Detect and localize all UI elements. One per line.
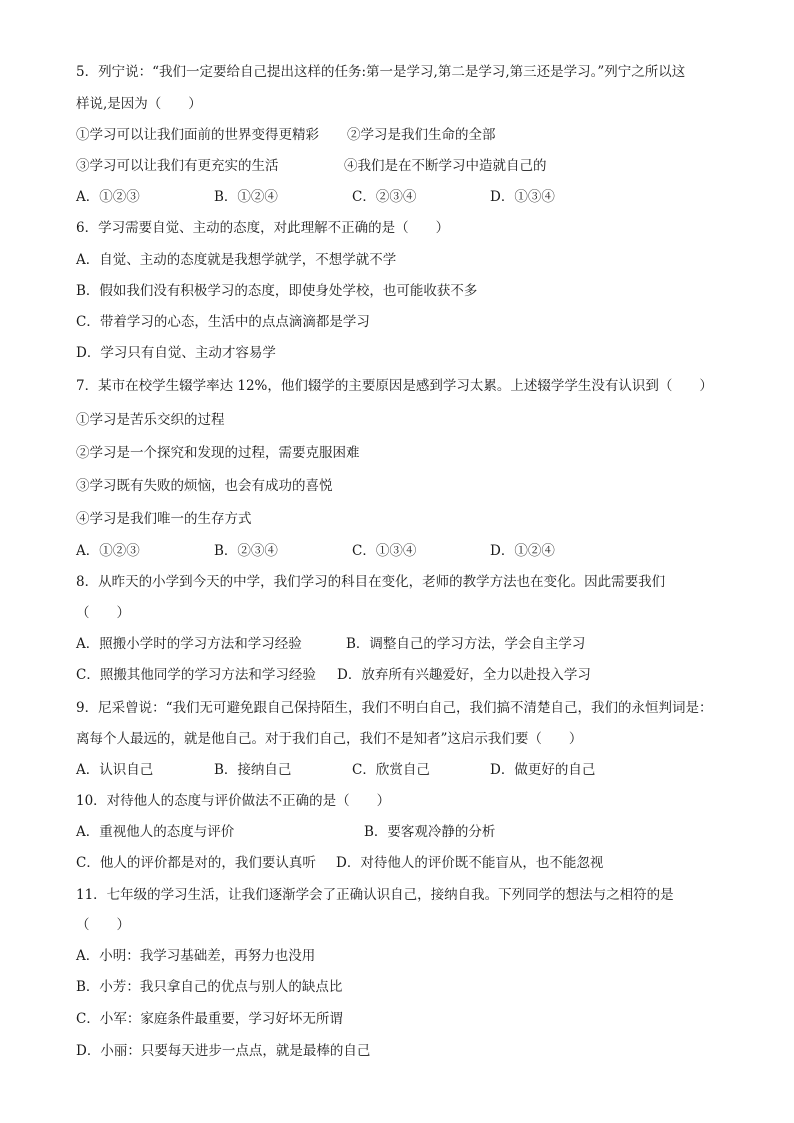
q9-option-a: A．认识自己 <box>76 762 154 778</box>
q6-option-a: A．自觉、主动的态度就是我想学就学，不想学就不学 <box>76 252 397 268</box>
q5-statement-3: ③学习可以让我们有更充实的生活 <box>76 158 279 174</box>
q9-stem-line2: 离每个人最远的，就是他自己。对于我们自己，我们不是知者”这启示我们要（ ） <box>76 731 583 747</box>
q8-stem-line2: （ ） <box>76 605 130 621</box>
q7-statement-4: ④学习是我们唯一的生存方式 <box>76 511 252 527</box>
q9-option-c: C．欣赏自己 <box>352 762 430 778</box>
q7-statement-1: ①学习是苦乐交织的过程 <box>76 412 225 428</box>
q9-option-b: B．接纳自己 <box>214 762 292 778</box>
q11-stem-line2: （ ） <box>76 917 130 933</box>
q7-option-d: D．①②④ <box>490 543 555 559</box>
q7-option-b: B．②③④ <box>214 543 278 559</box>
q5-statement-4: ④我们是在不断学习中造就自己的 <box>344 158 547 174</box>
q11-option-a: A．小明：我学习基础差，再努力也没用 <box>76 948 316 964</box>
q7-stem: 7．某市在校学生辍学率达 12%，他们辍学的主要原因是感到学习太累。上述辍学学生没有认识到（ ） <box>76 378 713 394</box>
q5-stem-line2: 样说,是因为（ ） <box>76 96 202 112</box>
q9-stem-line1: 9．尼采曾说：“我们无可避免跟自己保持陌生，我们不明白自己，我们搞不清楚自己，我们的永恒判词是： <box>76 700 713 716</box>
q8-option-b: B．调整自己的学习方法，学会自主学习 <box>346 636 586 652</box>
q10-option-c: C．他人的评价都是对的，我们要认真听 <box>76 855 316 871</box>
q5-statement-1: ①学习可以让我们面前的世界变得更精彩 <box>76 127 319 143</box>
q10-stem: 10．对待他人的态度与评价做法不正确的是（ ） <box>76 793 391 809</box>
q11-option-d: D．小丽：只要每天进步一点点，就是最棒的自己 <box>76 1043 371 1059</box>
q7-option-a: A．①②③ <box>76 543 140 559</box>
q8-stem-line1: 8．从昨天的小学到今天的中学，我们学习的科目在变化，老师的教学方法也在变化。因此需要我们 <box>76 574 666 590</box>
q5-option-b: B．①②④ <box>214 189 278 205</box>
q5-option-a: A．①②③ <box>76 189 140 205</box>
q6-option-b: B．假如我们没有积极学习的态度，即使身处学校，也可能收获不多 <box>76 283 478 299</box>
q5-statement-2: ②学习是我们生命的全部 <box>347 127 496 143</box>
q6-option-d: D．学习只有自觉、主动才容易学 <box>76 345 276 361</box>
q7-statement-2: ②学习是一个探究和发现的过程，需要克服困难 <box>76 445 360 461</box>
q5-option-d: D．①③④ <box>490 189 555 205</box>
q6-stem: 6．学习需要自觉、主动的态度，对此理解不正确的是（ ） <box>76 220 450 236</box>
q5-stem-line1: 5．列宁说：“我们一定要给自己提出这样的任务:第一是学习,第二是学习,第三还是学习。”列宁之所以这 <box>76 64 686 80</box>
q9-option-d: D．做更好的自己 <box>490 762 596 778</box>
q10-option-a: A．重视他人的态度与评价 <box>76 824 235 840</box>
q6-option-c: C．带着学习的心态，生活中的点点滴滴都是学习 <box>76 314 370 330</box>
q7-option-c: C．①③④ <box>352 543 417 559</box>
q11-stem-line1: 11．七年级的学习生活，让我们逐渐学会了正确认识自己，接纳自我。下列同学的想法与之相符的是 <box>76 887 674 903</box>
q10-option-d: D．对待他人的评价既不能盲从，也不能忽视 <box>336 855 604 871</box>
q11-option-c: C．小军：家庭条件最重要，学习好坏无所谓 <box>76 1011 343 1027</box>
q8-option-a: A．照搬小学时的学习方法和学习经验 <box>76 636 302 652</box>
q8-option-d: D．放弃所有兴趣爱好，全力以赴投入学习 <box>337 667 591 683</box>
q5-option-c: C．②③④ <box>352 189 417 205</box>
q7-statement-3: ③学习既有失败的烦恼，也会有成功的喜悦 <box>76 478 333 494</box>
q10-option-b: B．要客观冷静的分析 <box>364 824 496 840</box>
q11-option-b: B．小芳：我只拿自己的优点与别人的缺点比 <box>76 979 343 995</box>
q8-option-c: C．照搬其他同学的学习方法和学习经验 <box>76 667 316 683</box>
